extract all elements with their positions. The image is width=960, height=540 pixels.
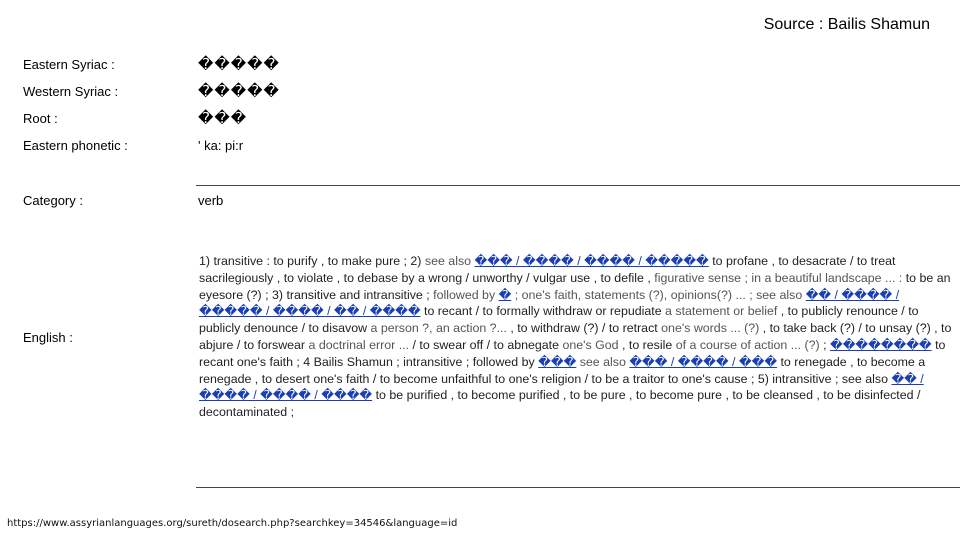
western-syriac-value: ����� (198, 83, 280, 100)
syriac-link[interactable]: ��� / ���� / ���� / ����� (474, 254, 709, 268)
root-value: ��� (198, 110, 248, 127)
eastern-phonetic-value: ' ka: pi:r (198, 138, 244, 153)
source-credit: Source : Bailis Shamun (763, 16, 930, 33)
eastern-syriac-label: Eastern Syriac : (23, 57, 115, 72)
syriac-link[interactable]: ��� / ���� / ��� (629, 354, 778, 369)
eastern-phonetic-label: Eastern phonetic : (23, 138, 128, 153)
divider-top (196, 185, 960, 186)
syriac-link[interactable]: �� / ���� / ����� / ���� / �� / ���� (199, 287, 900, 319)
western-syriac-label: Western Syriac : (23, 84, 119, 99)
category-value: verb (198, 193, 224, 208)
source-url[interactable]: https://www.assyrianlanguages.org/sureth/dosearch.php?searchkey=34546&language=id (7, 518, 458, 529)
syriac-link[interactable]: ��� (538, 354, 577, 369)
category-label: Category : (23, 193, 83, 208)
syriac-link[interactable]: � (498, 287, 512, 302)
syriac-link[interactable]: �� / ���� / ���� / ���� (199, 371, 924, 403)
english-definition: 1) transitive : to purify , to make pure ; 2) see also ��� / ���� / ���� / ����� to profane , to desacrate / to treat sacrilegiously , to violate , to debase by a wrong / unworthy / vulgar use , to defile , figurative sense ; in a beautiful landscape ... : to be an eyesore (?) ; 3) transitive and intransitive ; followed by � ; one's faith, statements (?), opinions(?) ... ; see also �� / ���� / ����� / ���� / �� / ���� to recant / to formally withdraw or repudiate a statement or belief , to publicly renounce / to publicly denounce / to disavow a person ?, an action ?... , to withdraw (?) / to retract one's words ... (?) , to take back (?) / to unsay (?) , to abjure / to forswear a doctrinal error ... / to swear off / to abnegate one's God , to resile of a course of action ... (?) ; �������� to recant one's faith ; 4 Bailis Shamun ; intransitive ; followed by ��� see also ��� / ���� / ��� to renegade , to become a renegade , to desert one's faith / to become unfaithful to one's religion / to be a traitor to one's cause ; 5) intransitive ; see also �� / ���� / ���� / ���� to be purified , to become purified , to be pure , to become pure , to be cleansed , to be disinfected / decontaminated ; (199, 254, 952, 420)
divider-bottom (196, 487, 960, 488)
english-label: English : (23, 330, 73, 345)
root-label: Root : (23, 111, 58, 126)
syriac-link[interactable]: �������� (830, 337, 932, 352)
eastern-syriac-value: ����� (198, 56, 280, 73)
